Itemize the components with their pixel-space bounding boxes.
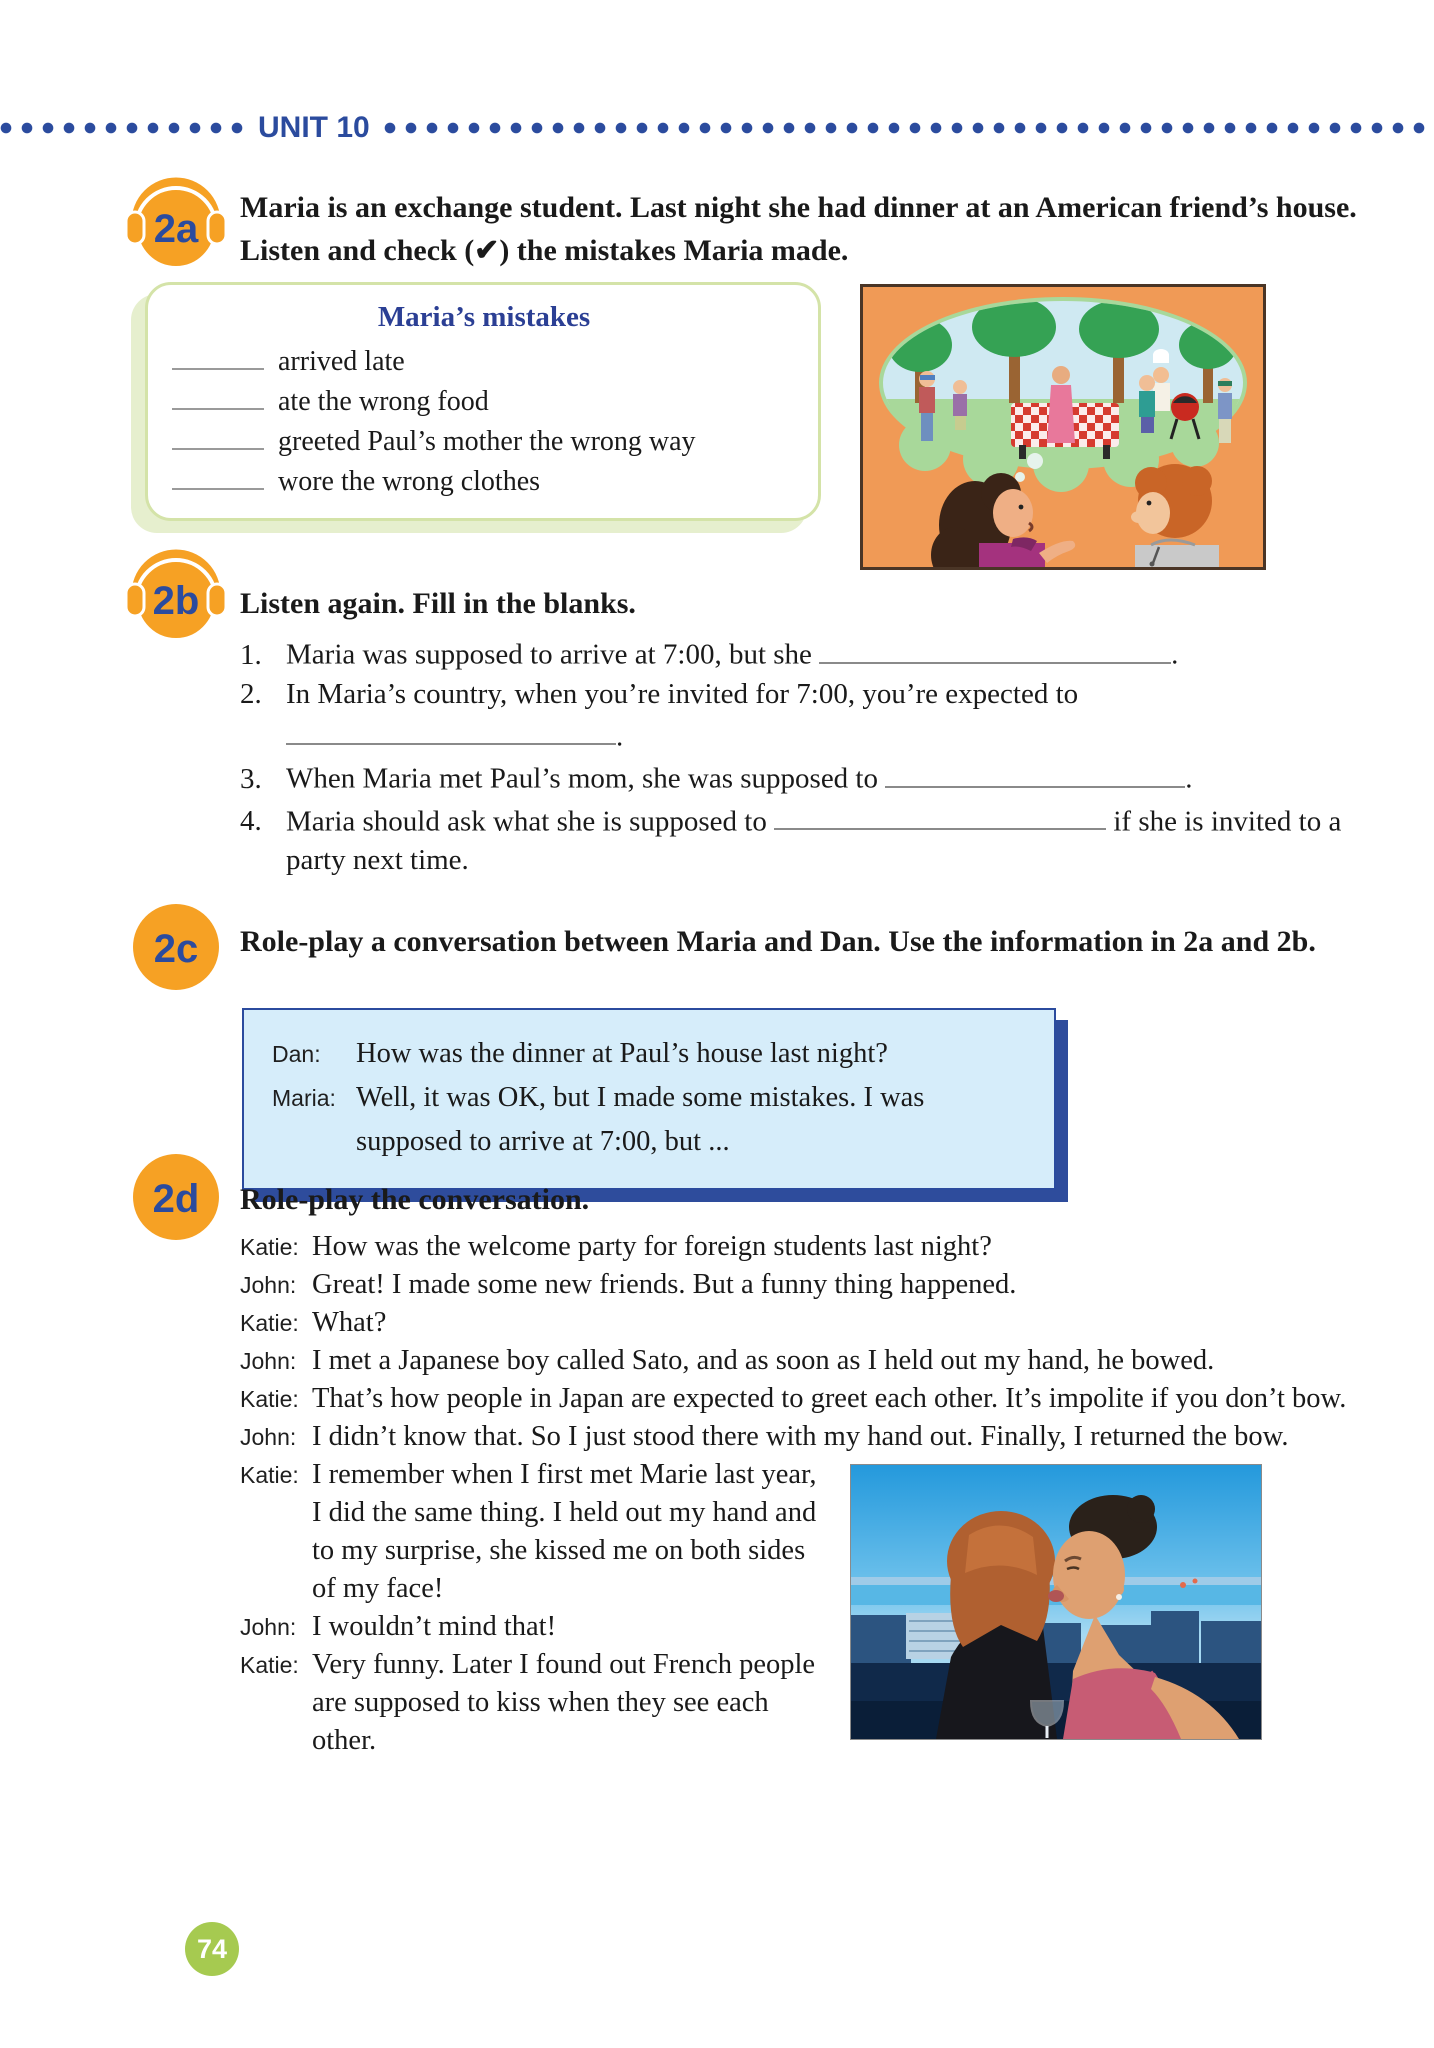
dialog-line — [240, 1266, 1350, 1304]
dialog-line — [240, 1342, 1350, 1380]
dotted-rule-left — [0, 122, 246, 134]
section-2a-title: Maria is an exchange student. Last night she had dinner at an American friend’s house. Listen and check (✔) the mistakes Maria made. — [240, 191, 1357, 267]
section-2d-badge-label: 2d — [152, 1177, 200, 1221]
item-text: if she is invited to a party next time. — [286, 805, 1342, 877]
thought-dot — [1027, 453, 1043, 469]
dialog-text: How was the welcome party for foreign students last night? — [312, 1231, 992, 1262]
check-blank[interactable] — [172, 340, 264, 370]
dialog-text: Great! I made some new friends. But a funny thing happened. — [312, 1269, 1017, 1300]
mistake-row — [172, 340, 796, 380]
mistakes-box-title: Maria’s mistakes — [377, 301, 591, 333]
dialog-text: I wouldn’t mind that! — [312, 1611, 557, 1642]
item-number: 2. — [240, 677, 262, 710]
speaker-label: Katie: — [240, 1386, 299, 1412]
section-2b-title: Listen again. Fill in the blanks. — [240, 587, 636, 620]
answer-blank[interactable] — [885, 756, 1185, 788]
dialog-line — [240, 1304, 1350, 1342]
list-item — [240, 756, 1352, 799]
item-text: Maria was supposed to arrive at 7:00, but she — [286, 638, 812, 671]
mistake-label: ate the wrong food — [278, 386, 489, 417]
item-number: 3. — [240, 762, 262, 795]
dialog-text: What? — [312, 1307, 387, 1338]
mistakes-box — [145, 282, 821, 521]
cheek-kiss-photo — [850, 1464, 1262, 1740]
item-text: . — [616, 720, 624, 753]
dialog-text: Very funny. Later I found out French people are supposed to kiss when they see each other. — [312, 1649, 816, 1756]
speaker-label: Katie: — [240, 1462, 299, 1488]
speaker-label: Maria: — [272, 1085, 336, 1111]
mistake-row — [172, 460, 796, 500]
dialog-text: I met a Japanese boy called Sato, and as soon as I held out my hand, he bowed. — [312, 1345, 1215, 1376]
section-2a-badge — [124, 166, 228, 270]
check-blank[interactable] — [172, 420, 264, 450]
dialog-text: How was the dinner at Paul’s house last night? — [356, 1038, 888, 1069]
mistake-label: wore the wrong clothes — [278, 466, 541, 497]
page-number-badge: 74 — [185, 1922, 239, 1976]
speaker-label: Katie: — [240, 1310, 299, 1336]
answer-blank[interactable] — [774, 799, 1106, 831]
section-2a-badge-label: 2a — [153, 207, 199, 251]
section-2c-badge-label: 2c — [153, 927, 199, 971]
item-number: 1. — [240, 638, 262, 671]
dialog-text: Well, it was OK, but I made some mistakes. I was supposed to arrive at 7:00, but ... — [356, 1082, 925, 1157]
list-item — [240, 675, 1352, 757]
answer-blank[interactable] — [819, 632, 1171, 664]
barbecue-thought-cartoon — [860, 284, 1266, 570]
dialog-line — [240, 1418, 1350, 1456]
item-text: . — [1185, 762, 1193, 795]
unit-title: UNIT 10 — [258, 111, 370, 144]
item-text: When Maria met Paul’s mom, she was supposed to — [286, 762, 878, 795]
speaker-label: Dan: — [272, 1041, 321, 1067]
speaker-label: John: — [240, 1272, 297, 1298]
section-2c-title: Role-play a conversation between Maria and Dan. Use the information in 2a and 2b. — [240, 925, 1316, 958]
speaker-label: John: — [240, 1348, 297, 1374]
section-2d-title: Role-play the conversation. — [240, 1183, 590, 1216]
check-blank[interactable] — [172, 460, 264, 490]
dialog-text: That’s how people in Japan are expected to greet each other. It’s impolite if you don’t bow. — [312, 1383, 1347, 1414]
sample-dialog-box — [242, 1008, 1056, 1190]
item-number: 4. — [240, 805, 262, 838]
dialog-line — [272, 1076, 1028, 1164]
dialog-line — [240, 1228, 1350, 1266]
mistake-row — [172, 380, 796, 420]
list-item — [240, 799, 1352, 881]
item-text: . — [1171, 638, 1179, 671]
item-text: Maria should ask what she is supposed to — [286, 805, 767, 838]
item-text: In Maria’s country, when you’re invited for 7:00, you’re expected to — [286, 677, 1079, 710]
mistake-label: greeted Paul’s mother the wrong way — [278, 426, 696, 457]
speaker-label: Katie: — [240, 1234, 299, 1260]
conversation — [240, 1228, 1350, 1760]
section-2b-badge-label: 2b — [152, 579, 200, 623]
section-2b-badge — [124, 538, 228, 642]
check-blank[interactable] — [172, 380, 264, 410]
dialog-text: I remember when I first met Marie last year, I did the same thing. I held out my hand and to my surprise, she kissed me on both sides of my face! — [312, 1459, 817, 1604]
fill-in-blanks-list — [240, 632, 1352, 880]
section-2d-badge — [132, 1153, 220, 1241]
speaker-label: John: — [240, 1424, 297, 1450]
dialog-line — [240, 1380, 1350, 1418]
speaker-label: John: — [240, 1614, 297, 1640]
boy-listening — [1131, 464, 1219, 567]
answer-blank[interactable] — [286, 714, 616, 746]
list-item — [240, 632, 1352, 675]
speaker-label: Katie: — [240, 1652, 299, 1678]
dialog-text: I didn’t know that. So I just stood there with my hand out. Finally, I returned the bow. — [312, 1421, 1289, 1452]
mistake-row — [172, 420, 796, 460]
unit-header — [0, 111, 1434, 144]
section-2c-badge — [132, 903, 220, 991]
mistake-label: arrived late — [278, 346, 405, 377]
dotted-rule-right — [384, 122, 1434, 134]
dialog-line — [272, 1032, 1028, 1076]
